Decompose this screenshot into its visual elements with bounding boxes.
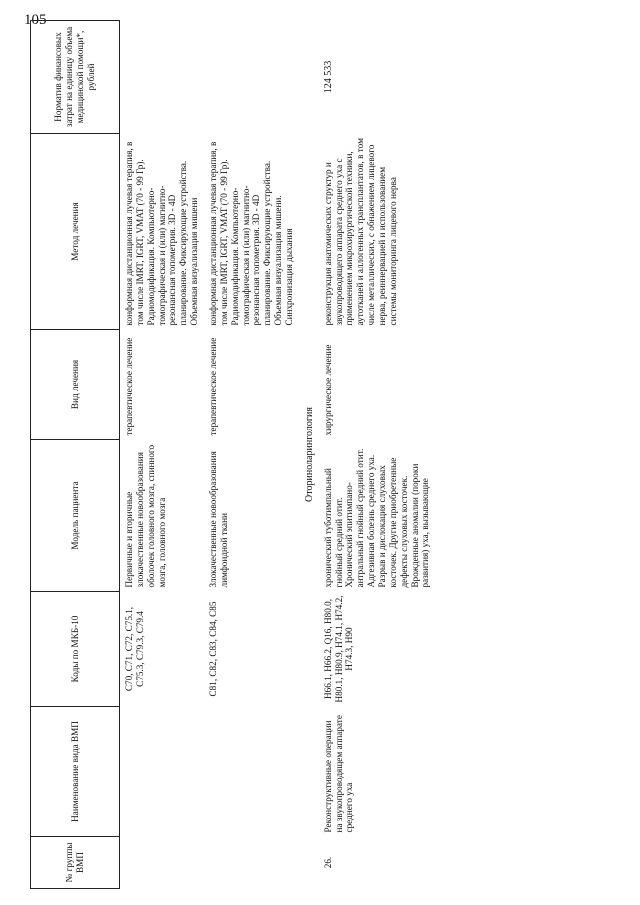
- cell-vmp-name: [120, 707, 205, 837]
- header-patient-model: Модель пациента: [31, 440, 120, 592]
- cell-treatment-method: реконструкция анатомических структур и звукопроводящего аппарата среднего уха с применением микрохирургической техники, аутотканей и аллогенных трансплантатов, в том числе металлических, с обнажением лицевого нерва, реиннервацией и использованием системы мониторинга лицевого нерва: [322, 138, 398, 326]
- header-treatment-type: Вид лечения: [31, 330, 120, 440]
- cell-treatment-method: конформная дистанционная лучевая терапия, в том числе IMRT, IGRT, VMAT (70 - 99 Гр). Радиомодификация. Компьютерно-томографическая и (или) магнитно-резонансная топометрия. 3D - 4D планирование. Фиксирующие устройства. Объемная визуализация мишени: [124, 141, 200, 326]
- cell-cost-norm: [204, 21, 299, 134]
- cell-group-number: 26.: [322, 856, 333, 869]
- cell-cost-norm: 124 533: [322, 60, 334, 94]
- table-row: [204, 21, 299, 889]
- cell-group-number: [204, 837, 299, 889]
- cell-patient-model: Злокачественные новообразования лимфоидной ткани: [208, 451, 229, 588]
- table-row: [319, 21, 436, 889]
- header-cost-norm: Норматив финансовых затрат на единицу объема медицинской помощи*, рублей: [31, 21, 120, 134]
- page-number: 105: [24, 12, 47, 28]
- cell-treatment-type: терапевтическое лечение: [124, 337, 134, 436]
- cell-treatment-type: терапевтическое лечение: [208, 337, 219, 436]
- section-row: [299, 21, 319, 889]
- header-group-number: № группы ВМП: [31, 837, 120, 889]
- section-title: Оториноларингология: [303, 407, 315, 502]
- rotated-page: [0, 15, 640, 905]
- table-row: [120, 21, 205, 889]
- cell-icd-codes: C81, C82, C83, C84, C85: [208, 601, 219, 697]
- cell-treatment-type: хирургическое лечение: [322, 344, 333, 436]
- header-treatment-method: Метод лечения: [31, 134, 120, 330]
- header-icd-codes: Коды по МКБ-10: [31, 592, 120, 707]
- cell-vmp-name: Реконструктивные операции на звукопроводящем аппарате среднего уха: [322, 715, 355, 833]
- cell-cost-norm: [120, 21, 205, 134]
- cell-patient-model: Первичные и вторичные злокачественные новообразования оболочек головного мозга, спинного мозга, головного мозга: [124, 444, 167, 588]
- cell-patient-model: хронический туботимпальный гнойный средний отит. Хронический эпитимпано-антральный гнойный средний отит. Адгезивная болезнь среднего уха. Разрыв и дислокация слуховых косточек. Другие приобретенные дефекты слуховых косточек. Врожденные аномалии (пороки развития) уха, вызывающие: [322, 448, 431, 588]
- table-header-row: [31, 21, 120, 889]
- header-vmp-name: Наименование вида ВМП: [31, 707, 120, 837]
- cell-group-number: [120, 837, 205, 889]
- cell-treatment-method: конформная дистанционная лучевая терапия, в том числе IMRT, IGRT, VMAT (70 - 99 Гр). Радиомодификация. Компьютерно-томографическая и (или) магнитно-резонансная топометрия. 3D - 4D планирование. Фиксирующие устройства. Объемная визуализация мишени. Синхронизация дыхания: [208, 141, 295, 326]
- cell-vmp-name: [204, 707, 299, 837]
- cell-icd-codes: C70, C71, C72, C75.1, C75.3, C79.3, C79.4: [124, 606, 145, 692]
- vmp-table: [30, 20, 435, 889]
- cell-icd-codes: H66.1, H66.2, Q16, H80.0, H80.1, H80.9, H74.1, H74.2, H74.3, H90: [322, 595, 355, 703]
